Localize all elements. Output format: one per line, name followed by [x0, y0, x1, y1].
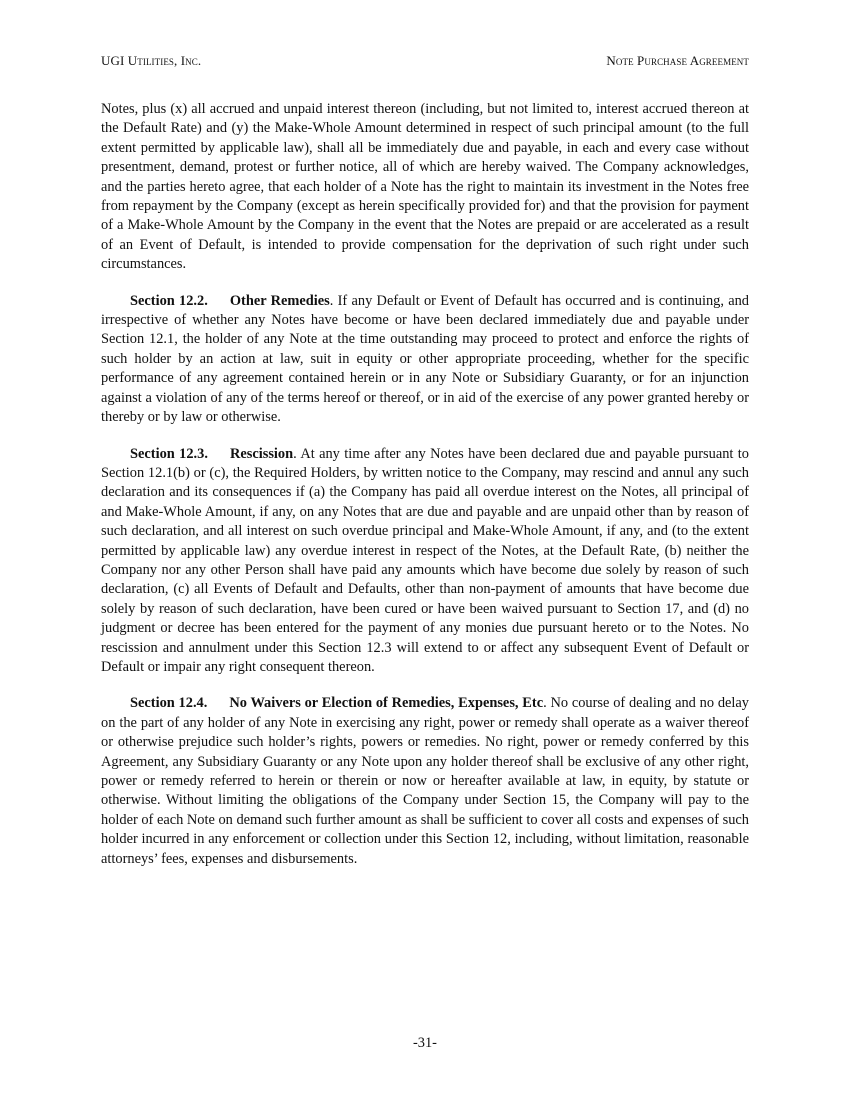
section-title: Rescission [229, 445, 294, 462]
section-number: Section 12.3. [130, 445, 208, 462]
paragraph-continuation [101, 100, 749, 275]
page-number: -31- [413, 1035, 437, 1051]
section-number: Section 12.2. [130, 292, 208, 309]
section-title: No Waivers or Election of Remedies, Expenses, Etc [229, 695, 544, 712]
document-page [101, 0, 749, 1100]
section-number: Section 12.4. [130, 695, 208, 712]
section-12-3 [101, 445, 749, 678]
header-document-title: Note Purchase Agreement [606, 53, 749, 68]
section-12-4 [101, 694, 749, 869]
paragraph-text: . No course of dealing and no delay on the part of any holder of any Note in exercising any right, power or remedy shall operate as a waiver thereof or otherwise prejudice such holder’s rights, powers or remedies. No right, power or remedy conferred by this Agreement, any Subsidiary Guaranty or any Note upon any holder thereof shall be exclusive of any other right, power or remedy referred to herein or therein or now or hereafter available at law, in equity, by statute or otherwise. Without limiting the obligations of the Company under Section 15, the Company will pay to the holder of each Note on demand such further amount as shall be sufficient to cover all costs and expenses of such holder incurred in any enforcement or collection under this Section 12, including, without limitation, reasonable attorneys’ fees, expenses and disbursements. [101, 695, 750, 867]
document-body [101, 100, 749, 886]
header-company-name: UGI Utilities, Inc. [101, 53, 202, 68]
section-12-2 [101, 292, 749, 428]
paragraph-text: . If any Default or Event of Default has occurred and is continuing, and irrespective of whether any Notes have become or have been declared immediately due and payable under Section 12.1, the holder of any Note at the time outstanding may proceed to protect and enforce the rights of such holder by an action at law, suit in equity or other appropriate proceeding, whether for the specific performance of any agreement contained herein or in any Note or Subsidiary Guaranty, or for an injunction against a violation of any of the terms hereof or thereof, or in aid of the exercise of any power granted hereby or thereby or by law or otherwise. [101, 292, 749, 426]
section-title: Other Remedies [229, 292, 330, 309]
paragraph-text: Notes, plus (x) all accrued and unpaid interest thereon (including, but not limited to, interest accrued thereon at the Default Rate) and (y) the Make-Whole Amount determined in respect of such principal amount (to the full extent permitted by applicable law), shall all be immediately due and payable, in each and every case without presentment, demand, protest or further notice, all of which are hereby waived. The Company acknowledges, and the parties hereto agree, that each holder of a Note has the right to maintain its investment in the Notes free from repayment by the Company (except as herein specifically provided for) and that the provision for payment of a Make-Whole Amount by the Company in the event that the Notes are prepaid or are accelerated as a result of an Event of Default, is intended to provide compensation for the deprivation of such right under such circumstances. [101, 101, 749, 273]
paragraph-text: . At any time after any Notes have been declared due and payable pursuant to Section 12.1(b) or (c), the Required Holders, by written notice to the Company, may rescind and annul any such declaration and its consequences if (a) the Company has paid all overdue interest on the Notes, all principal of and Make-Whole Amount, if any, on any Notes that are due and payable and are unpaid other than by reason of such declaration, and all interest on such overdue principal and Make-Whole Amount, if any, and (to the extent permitted by applicable law) any overdue interest in respect of the Notes, at the Default Rate, (b) neither the Company nor any other Person shall have paid any amounts which have become due solely by reason of such declaration, (c) all Events of Default and Defaults, other than non-payment of amounts that have become due solely by reason of such declaration, have been cured or have been waived pursuant to Section 17, and (d) no judgment or decree has been entered for the payment of any monies due pursuant hereto or to the Notes. No rescission and annulment under this Section 12.3 will extend to or affect any subsequent Event of Default or Default or impair any right consequent thereon. [101, 445, 749, 675]
